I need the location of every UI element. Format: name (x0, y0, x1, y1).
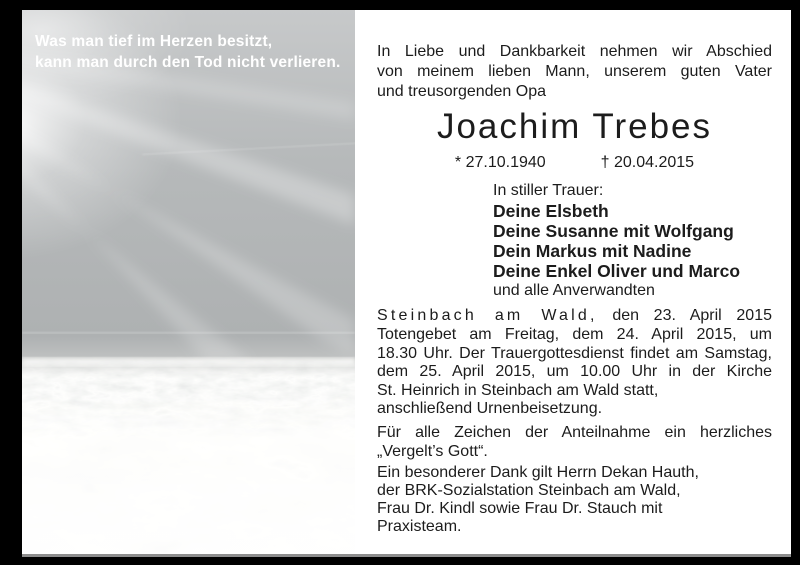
service-line: anschließend Urnenbeisetzung. (377, 400, 603, 417)
service-line: dem 25. April 2015, um 10.00 Uhr in der Kirche (377, 363, 772, 380)
service-line: 18.30 Uhr. Der Trauergottesdienst findet am Samstag, (377, 344, 772, 362)
service-info (377, 326, 772, 419)
announcement-text (355, 10, 791, 554)
intro-line: von meinem lieben Mann, unserem guten Vater (377, 63, 772, 80)
memorial-cloud-photo (22, 10, 355, 554)
thanks-line: Ein besonderer Dank gilt Herrn Dekan Hauth, (377, 463, 699, 481)
obituary-card (22, 10, 791, 554)
mourners-block (493, 181, 772, 301)
thanks-line: Frau Dr. Kindl sowie Frau Dr. Stauch mit (377, 499, 663, 517)
mourner-line: Dein Markus mit Nadine (493, 241, 692, 261)
special-thanks (377, 464, 772, 536)
condolence-line: „Vergelt’s Gott“. (377, 442, 488, 460)
service-line: St. Heinrich in Steinbach am Wald statt, (377, 381, 659, 399)
memorial-quote (35, 31, 341, 73)
service-line: Totengebet am Freitag, dem 24. April 2015, um (377, 326, 772, 343)
mourner-line: Deine Elsbeth (493, 201, 609, 221)
quote-line: kann man durch den Tod nicht verlieren. (35, 54, 341, 71)
contrail (22, 332, 355, 334)
mourner-line: Deine Enkel Oliver und Marco (493, 261, 741, 281)
condolence-line: Für alle Zeichen der Anteilnahme ein herzliches (377, 423, 772, 441)
condolence-thanks (377, 423, 772, 461)
mourning-label: In stiller Trauer: (493, 182, 604, 199)
thanks-line: der BRK-Sozialstation Steinbach am Wald, (377, 481, 681, 499)
mourners-suffix: und alle Anverwandten (493, 282, 655, 299)
thanks-line: Praxisteam. (377, 517, 462, 535)
quote-line: Was man tief im Herzen besitzt, (35, 33, 273, 50)
death-date: † 20.04.2015 (600, 154, 695, 171)
cloud-brightening (22, 440, 355, 554)
dateline (377, 306, 772, 326)
intro-line: und treusorgenden Opa (377, 83, 547, 100)
life-dates (377, 153, 772, 173)
birth-date: * 27.10.1940 (454, 154, 546, 171)
dateline-date: den 23. April 2015 (612, 307, 772, 324)
intro-paragraph (377, 42, 772, 102)
deceased-name: Joachim Trebes (436, 107, 713, 146)
dateline-place: Steinbach am Wald, (377, 307, 598, 324)
mourner-line: Deine Susanne mit Wolfgang (493, 221, 734, 241)
intro-line: In Liebe und Dankbarkeit nehmen wir Abschied (377, 43, 772, 60)
cloud-sea-image (22, 10, 355, 554)
